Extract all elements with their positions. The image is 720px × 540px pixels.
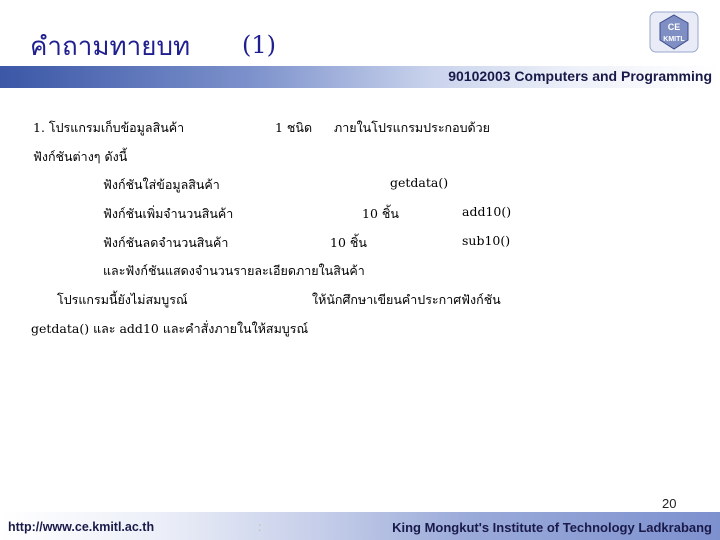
function-1-description: ฟังก์ชันใส่ข้อมูลสินค้า [103,177,220,192]
footer-institute: King Mongkut's Institute of Technology Ladkrabang [392,520,712,535]
function-2-description: ฟังก์ชันเพิ่มจำนวนสินค้า [103,206,234,221]
slide-title-number: (1) [242,31,276,59]
function-2-quantity: 10 ชิ้น [362,206,399,221]
page-number: 20 [662,496,677,511]
logo-text-ce: CE [667,22,681,32]
question-line-6: และฟังก์ชันแสดงจำนวนรายละเอียดภายในสินค้า [103,263,365,278]
footer-url[interactable]: http://www.ce.kmitl.ac.th [8,520,155,534]
function-3-description: ฟังก์ชันลดจำนวนสินค้า [103,235,229,250]
function-3-name: sub10() [462,233,511,248]
course-title: 90102003 Computers and Programming [448,68,712,84]
function-3-quantity: 10 ชิ้น [330,235,367,250]
question-line-1a: 1. โปรแกรมเก็บข้อมูลสินค้า [33,120,185,135]
function-2-name: add10() [462,204,512,219]
question-line-8: getdata() และ add10 และคำสั่งภายในให้สมบูรณ์ [31,321,309,336]
question-line-1b: 1 ชนิด [275,120,313,135]
kmitl-ce-logo [648,10,700,54]
footer-separator: : [258,520,262,534]
logo-text-kmitl: KMITL [663,36,685,43]
question-line-1c: ภายในโปรแกรมประกอบด้วย [334,120,491,135]
question-line-7a: โปรแกรมนี้ยังไม่สมบูรณ์ [57,292,188,307]
function-1-name: getdata() [390,175,449,190]
question-line-7b: ให้นักศึกษาเขียนคำประกาศฟังก์ชัน [312,292,501,307]
slide-title: คำถามทายบท [30,32,191,62]
question-line-2: ฟังก์ชันต่างๆ ดังนี้ [33,149,128,164]
